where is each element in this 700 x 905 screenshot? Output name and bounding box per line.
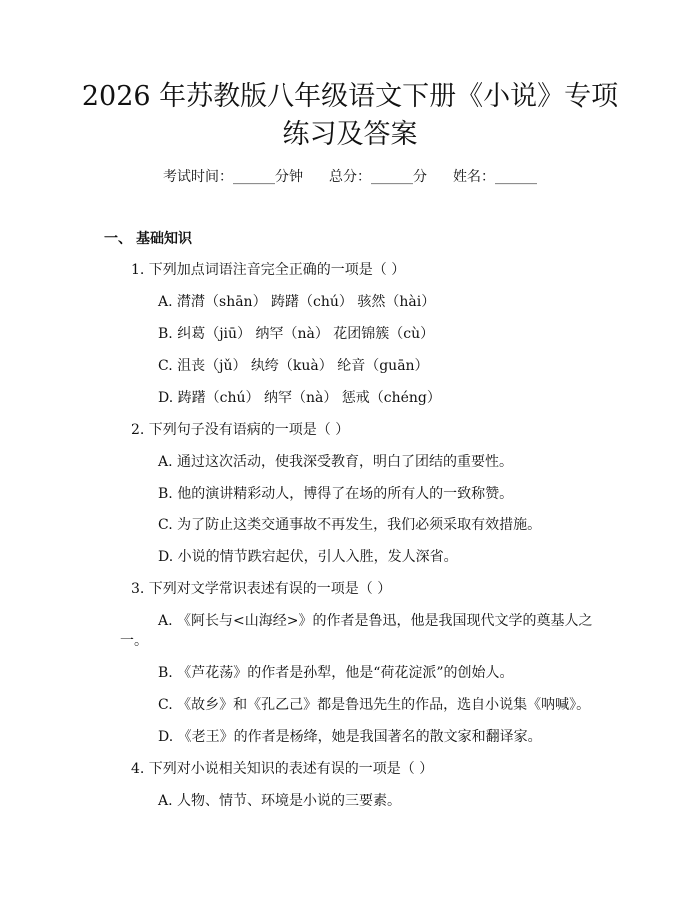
- question-1-option-b: B. 纠葛（jiū） 纳罕（nà） 花团锦簇（cù）: [158, 326, 435, 342]
- exam-info: [0, 167, 700, 187]
- section-number: 一、: [104, 231, 132, 247]
- document-title: [0, 78, 700, 154]
- question-3-stem: 3. 下列对文学常识表述有误的一项是（ ）: [131, 581, 392, 597]
- section-heading: [104, 229, 192, 249]
- question-1-option-c: C. 沮丧（jǔ） 纨绔（kuà） 纶音（guān）: [158, 358, 429, 374]
- student-name-label: 姓名：______: [453, 169, 537, 185]
- question-2-option-d: D. 小说的情节跌宕起伏，引人入胜，发人深省。: [158, 549, 458, 565]
- question-4-stem: 4. 下列对小说相关知识的表述有误的一项是（ ）: [131, 761, 434, 777]
- question-3-option-a: A. 《阿长与<山海经>》的作者是鲁迅，他是我国现代文学的奠基人之一。: [120, 613, 593, 649]
- question-1-stem: 1. 下列加点词语注音完全正确的一项是（ ）: [131, 262, 406, 278]
- title-line-1: 2026 年苏教版八年级语文下册《小说》专项: [81, 81, 619, 112]
- question-3-option-c: C. 《故乡》和《孔乙己》都是鲁迅先生的作品，选自小说集《呐喊》。: [158, 697, 591, 713]
- question-2-option-a: A. 通过这次活动，使我深受教育，明白了团结的重要性。: [158, 454, 514, 470]
- question-4-option-a: A. 人物、情节、环境是小说的三要素。: [158, 793, 402, 809]
- exam-time-label: 考试时间：______分钟: [163, 169, 303, 185]
- total-score-label: 总分：______分: [329, 169, 427, 185]
- question-1-option-d: D. 踌躇（chú） 纳罕（nà） 惩戒（chéng）: [158, 390, 441, 406]
- question-2-option-c: C. 为了防止这类交通事故不再发生，我们必须采取有效措施。: [158, 517, 542, 533]
- question-2-option-b: B. 他的演讲精彩动人，博得了在场的所有人的一致称赞。: [158, 486, 514, 502]
- question-3-option-b: B. 《芦花荡》的作者是孙犁，他是“荷花淀派”的创始人。: [158, 665, 514, 681]
- question-1-option-a: A. 潸潸（shān） 踌躇（chú） 骇然（hài）: [158, 294, 436, 310]
- section-title: 基础知识: [136, 231, 192, 247]
- title-line-2: 练习及答案: [282, 119, 418, 150]
- question-3-option-d: D. 《老王》的作者是杨绛，她是我国著名的散文家和翻译家。: [158, 729, 542, 745]
- question-2-stem: 2. 下列句子没有语病的一项是（ ）: [131, 422, 350, 438]
